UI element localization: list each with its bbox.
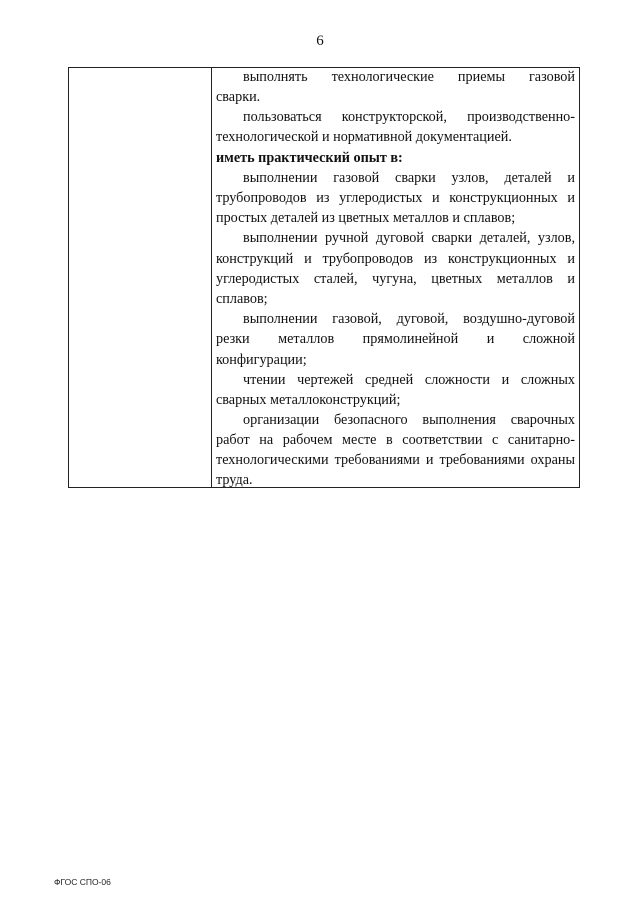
text-line: простых деталей из цветных металлов и сплавов; bbox=[216, 210, 516, 226]
text-line: сварки. bbox=[216, 89, 261, 105]
text-line: пользоваться конструкторской, производственно- bbox=[243, 109, 575, 125]
footer-code: ФГОС СПО-06 bbox=[54, 877, 111, 887]
text-line: углеродистых сталей, чугуна, цветных металлов и bbox=[216, 271, 575, 287]
text-line: технологической и нормативной документацией. bbox=[216, 129, 512, 145]
table-left-cell bbox=[69, 68, 212, 487]
page-number: 6 bbox=[316, 33, 324, 49]
text-line: работ на рабочем месте в соответствии с санитарно- bbox=[216, 432, 575, 448]
text-line: выполнении газовой, дуговой, воздушно-дуговой bbox=[243, 311, 575, 327]
text-line: конструкций и трубопроводов из конструкционных и bbox=[216, 251, 575, 267]
text-line: трубопроводов из углеродистых и конструкционных и bbox=[216, 190, 575, 206]
text-line: выполнять технологические приемы газовой bbox=[243, 69, 575, 85]
text-line: выполнении ручной дуговой сварки деталей, узлов, bbox=[243, 230, 575, 246]
section-heading: иметь практический опыт в: bbox=[216, 150, 403, 166]
competency-table bbox=[68, 67, 580, 488]
text-line: выполнении газовой сварки узлов, деталей и bbox=[243, 170, 575, 186]
text-line: резки металлов прямолинейной и сложной bbox=[216, 331, 575, 347]
text-line: конфигурации; bbox=[216, 352, 307, 368]
text-line: организации безопасного выполнения сварочных bbox=[243, 412, 575, 428]
text-line: труда. bbox=[216, 472, 253, 488]
text-line: технологическими требованиями и требованиями охраны bbox=[216, 452, 575, 468]
text-line: сварных металлоконструкций; bbox=[216, 392, 401, 408]
table-right-cell bbox=[212, 68, 579, 487]
text-line: сплавов; bbox=[216, 291, 268, 307]
text-line: чтении чертежей средней сложности и сложных bbox=[243, 372, 575, 388]
